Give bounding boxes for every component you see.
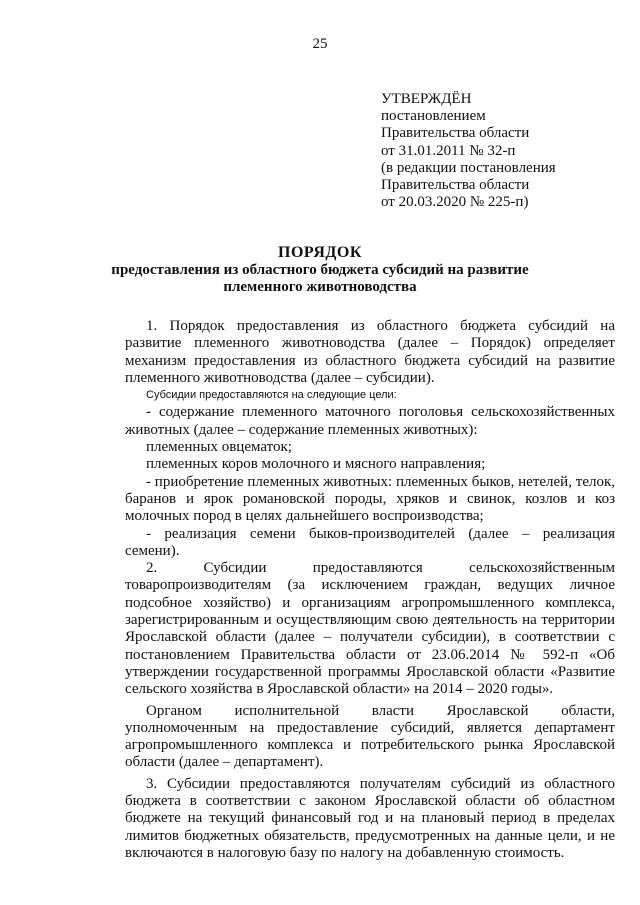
approval-line: УТВЕРЖДЁН xyxy=(381,91,472,107)
paragraph-4: племенных овцематок; xyxy=(146,439,292,456)
document-subtitle-line2: племенного животноводства xyxy=(223,279,417,295)
paragraph-9: Органом исполнительной власти Ярославской области, уполномоченным на предоставление субсидий, является департамент агропромышленного комплекса и потребительского рынка Ярославской области (далее – департамент). xyxy=(125,702,615,771)
document-body xyxy=(125,318,615,862)
approval-line: Правительства области xyxy=(381,177,530,194)
document-title-block xyxy=(100,244,540,297)
approval-stamp xyxy=(381,91,621,211)
document-title: ПОРЯДОК xyxy=(278,244,362,261)
approval-line: (в редакции постановления xyxy=(381,159,556,176)
paragraph-1: 1. Порядок предоставления из областного бюджета субсидий на развитие племенного животноводства (далее – Порядок) определяет механизм предоставления из областного бюджета субсидий на развитие племенного животноводства (далее – субсидии). xyxy=(125,318,615,386)
paragraph-7: - реализация семени быков-производителей (далее – реализация семени). xyxy=(125,525,615,559)
paragraph-8: 2. Субсидии предоставляются сельскохозяйственным товаропроизводителям (за исключением граждан, ведущих личное подсобное хозяйство) и организациям агропромышленного комплекса, зарегистрированным и осуществляющим свою деятельность на территории Ярославской области (далее – получатели субсидии), в соответствии с постановлением Правительства области от 23.06.2014 № 592-п «Об утверждении государственной программы Ярославской области «Развитие сельского хозяйства в Ярославской области» на 2014 – 2020 годы». xyxy=(125,560,615,698)
paragraph-6: - приобретение племенных животных: племенных быков, нетелей, телок, баранов и ярок романовской породы, хряков и свинок, козлов и коз молочных пород в целях дальнейшего воспроизводства; xyxy=(125,473,615,525)
document-subtitle-line1: предоставления из областного бюджета субсидий на развитие xyxy=(111,261,529,278)
approval-line: от 20.03.2020 № 225-п) xyxy=(381,194,529,211)
approval-line: постановлением xyxy=(381,108,486,125)
paragraph-10: 3. Субсидии предоставляются получателям субсидий из областного бюджета в соответствии с законом Ярославской области об областном бюджете на текущий финансовый год и на плановый период в пределах лимитов бюджетных обязательств, предусмотренных на данные цели, и не включаются в налоговую базу по налогу на добавленную стоимость. xyxy=(125,775,615,861)
approval-line: от 31.01.2011 № 32-п xyxy=(381,142,516,159)
approval-line: Правительства области xyxy=(381,125,530,142)
page-number: 25 xyxy=(312,36,328,52)
paragraph-3: - содержание племенного маточного поголовья сельскохозяйственных животных (далее – содержание племенных животных): xyxy=(125,404,615,438)
paragraph-5: племенных коров молочного и мясного направления; xyxy=(146,456,486,473)
paragraph-2: Субсидии предоставляются на следующие цели: xyxy=(146,389,397,402)
